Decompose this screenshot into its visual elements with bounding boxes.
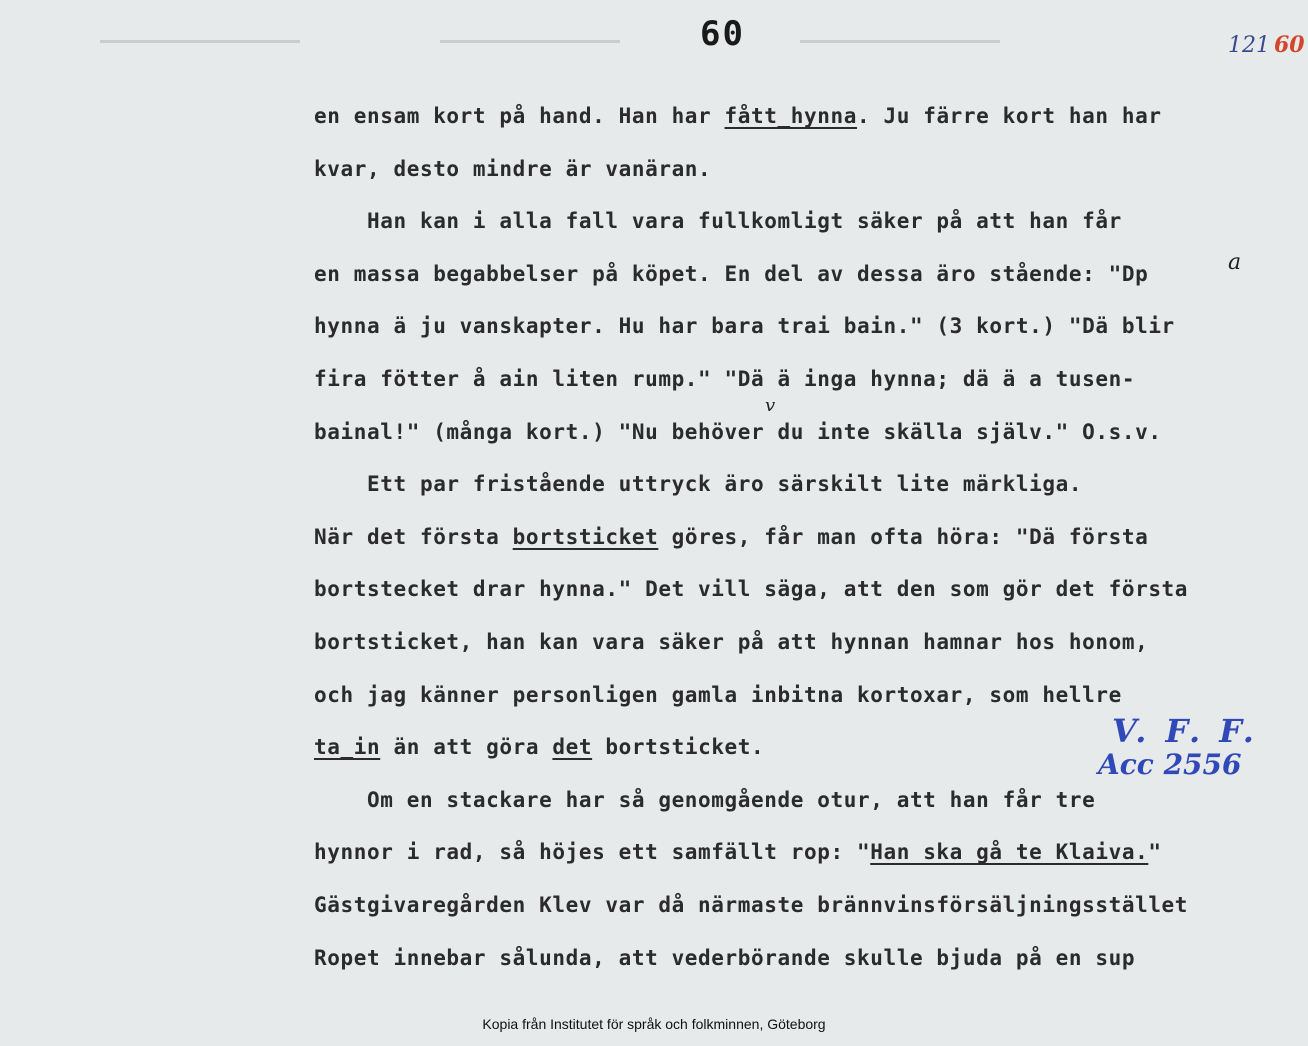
text-segment: och jag känner personligen gamla inbitna kortoxar, som hellre (314, 682, 1122, 707)
text-line (314, 788, 1095, 812)
handwritten-correction-a: a (1228, 250, 1242, 275)
institute-stamp (1098, 712, 1258, 781)
text-segment: göres, får man ofta höra: "Dä första (658, 524, 1149, 549)
text-line (314, 314, 1175, 338)
text-line (314, 735, 764, 759)
handwritten-correction-v: v (765, 395, 776, 416)
text-segment: en massa begabbelser på köpet. En del av dessa äro stående: "Dp (314, 261, 1149, 286)
text-segment: än att göra (380, 735, 553, 760)
text-line (314, 262, 1148, 286)
text-line (314, 630, 1148, 654)
text-line (314, 525, 1148, 549)
text-line (314, 893, 1188, 917)
text-line (314, 577, 1188, 601)
underlined-phrase: bortsticket (512, 524, 659, 549)
header-rule-right (800, 40, 1000, 43)
underlined-phrase: fått_hynna (724, 104, 857, 128)
text-line (314, 209, 1122, 233)
text-segment: bortstecket drar hynna." Det vill säga, att den som gör det första (314, 577, 1189, 602)
text-line (314, 472, 1082, 496)
text-segment: fira fötter å ain liten rump." "Dä ä inga hynna; dä ä a tusen- (314, 367, 1136, 391)
stamp-line-1: V. F. F. (1112, 712, 1258, 750)
text-segment: " (1148, 840, 1162, 865)
text-line (314, 367, 1135, 391)
text-segment: Om en stackare har så genomgående otur, att han får tre (314, 787, 1096, 812)
text-line (314, 104, 1162, 128)
archive-number-red: 60 (1274, 32, 1305, 58)
text-line (314, 683, 1122, 707)
text-segment: kvar, desto mindre är vanäran. (314, 156, 712, 181)
copy-notice: Kopia från Institutet för språk och folkminnen, Göteborg (482, 1016, 826, 1032)
archive-number (1228, 32, 1305, 58)
archive-number-blue: 121 (1228, 33, 1270, 58)
text-segment: Ett par fristående uttryck äro särskilt lite märkliga. (314, 472, 1083, 497)
stamp-line-2: Acc 2556 (1098, 748, 1242, 781)
underlined-phrase: ta_in (314, 735, 381, 760)
text-line (314, 946, 1135, 970)
header-rule-left (100, 40, 300, 43)
text-segment: bortsticket, han kan vara säker på att hynnan hamnar hos honom, (314, 630, 1149, 654)
text-segment: Ropet innebar sålunda, att vederbörande skulle bjuda på en sup (314, 945, 1136, 970)
text-segment: hynnor i rad, så höjes ett samfällt rop: " (314, 840, 871, 865)
text-segment: bortsticket. (592, 735, 765, 760)
text-line (314, 420, 1162, 444)
text-segment: bainal!" (många kort.) "Nu behöver du inte skälla själv." O.s.v. (314, 419, 1162, 444)
underlined-phrase: Han ska gå te Klaiva. (870, 840, 1149, 865)
text-segment: Gästgivaregården Klev var då närmaste brännvinsförsäljningsstället (314, 893, 1189, 917)
text-segment: Han kan i alla fall vara fullkomligt säker på att han får (314, 209, 1122, 234)
header-rule-mid (440, 40, 620, 43)
text-segment: hynna ä ju vanskapter. Hu har bara trai bain." (3 kort.) "Dä blir (314, 314, 1175, 339)
text-segment: en ensam kort på hand. Han har (314, 104, 725, 128)
text-segment: När det första (314, 524, 513, 549)
underlined-phrase: det (552, 735, 593, 760)
page-number: 60 (700, 14, 745, 54)
text-line (314, 157, 711, 181)
text-segment: . Ju färre kort han har (856, 104, 1162, 128)
text-line (314, 840, 1162, 864)
